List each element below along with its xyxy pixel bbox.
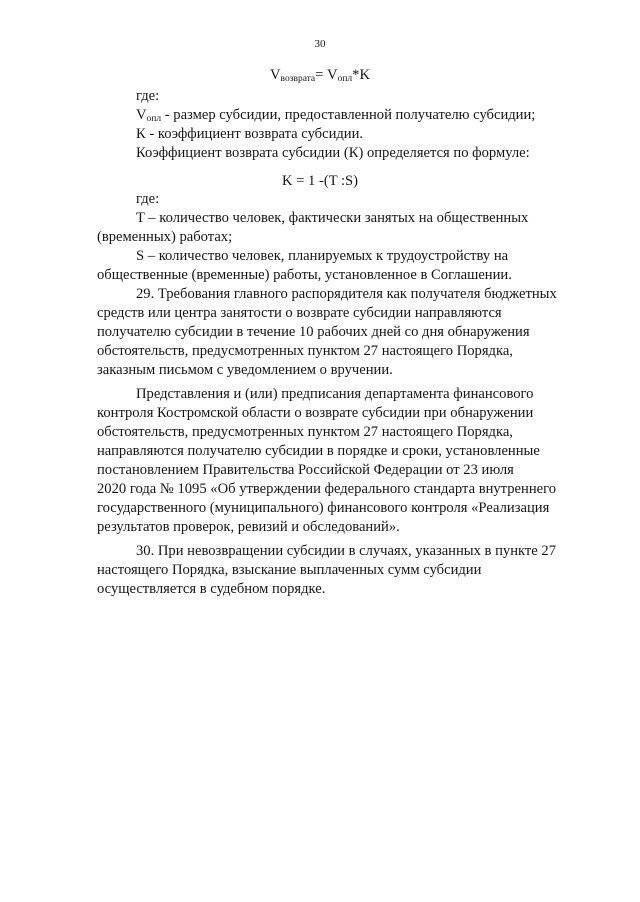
paragraph-predstavleniya-line: 2020 года № 1095 «Об утверждении федерального стандарта внутреннего <box>97 481 557 497</box>
definition-t-line: T – количество человек, фактически занятых на общественных <box>136 210 529 226</box>
definition-s-line: S – количество человек, планируемых к трудоустройству на <box>136 248 509 264</box>
where-label: где: <box>136 191 160 207</box>
paragraph-predstavleniya-line: Представления и (или) предписания департамента финансового <box>136 386 534 402</box>
return-volume-formula: $V_{возврата}= V_{опл}*K$ <box>269 67 370 84</box>
paragraph-predstavleniya-line: результатов проверок, ревизий и обследований». <box>97 519 400 535</box>
paragraph-predstavleniya-line: государственного (муниципального) финансового контроля «Реализация <box>97 500 550 516</box>
definition-v-opl: $V_{опл}$ - размер субсидии, предоставленной получателю субсидии; <box>136 107 536 124</box>
paragraph-29-line: получателю субсидии в течение 10 рабочих дней со дня обнаружения <box>97 324 530 340</box>
paragraph-30-line: осуществляется в судебном порядке. <box>97 581 326 597</box>
paragraph-30-line: 30. При невозвращении субсидии в случаях, указанных в пункте 27 <box>136 543 557 559</box>
paragraph-predstavleniya-line: обстоятельств, предусмотренных пунктом 27 настоящего Порядка, <box>97 424 513 440</box>
paragraph-29-line: 29. Требования главного распорядителя как получателя бюджетных <box>136 286 557 302</box>
coefficient-formula: K = 1 -(T :S) <box>281 173 359 189</box>
paragraph-predstavleniya-line: направляются получателю субсидии в порядке и сроки, установленные <box>97 443 540 459</box>
paragraph-29-line: обстоятельств, предусмотренных пунктом 27 настоящего Порядка, <box>97 343 513 359</box>
definition-t-line: (временных) работах; <box>97 229 233 245</box>
definition-s-line: общественные (временные) работы, установленное в Соглашении. <box>97 267 512 283</box>
page-number: 30 <box>314 38 326 50</box>
where-label: где: <box>136 88 160 104</box>
paragraph-predstavleniya-line: контроля Костромской области о возврате субсидии при обнаружении <box>97 405 534 421</box>
paragraph-30-line: настоящего Порядка, взыскание выплаченных сумм субсидии <box>97 562 482 578</box>
paragraph-predstavleniya-line: постановлением Правительства Российской Федерации от 23 июля <box>97 462 514 478</box>
coefficient-intro: Коэффициент возврата субсидии (К) определяется по формуле: <box>136 145 530 161</box>
paragraph-29-line: средств или центра занятости о возврате субсидии направляются <box>97 305 502 321</box>
paragraph-29-line: заказным письмом с уведомлением о вручении. <box>97 362 393 378</box>
definition-k: К - коэффициент возврата субсидии. <box>136 126 364 142</box>
